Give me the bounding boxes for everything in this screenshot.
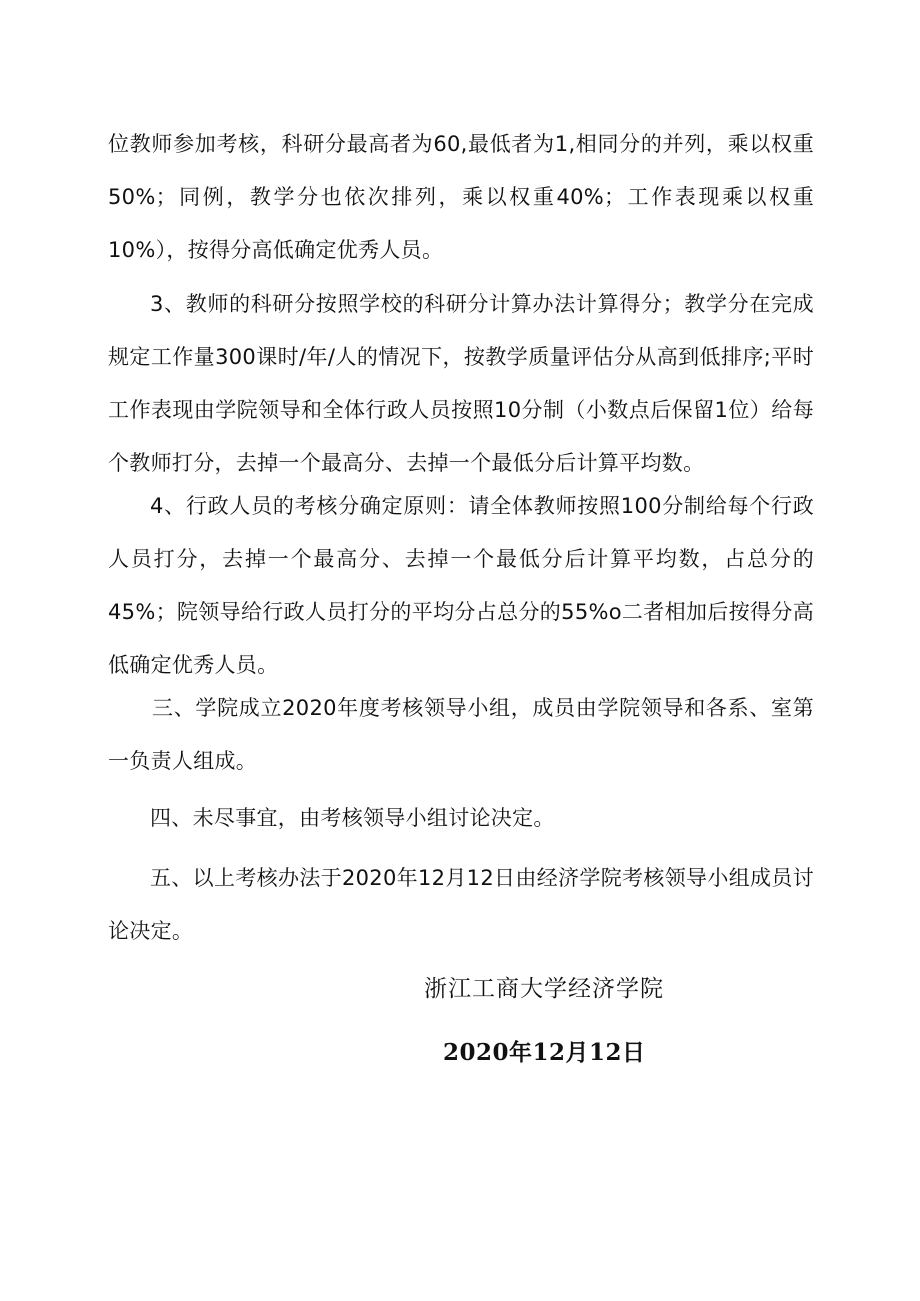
paragraph-leadership-group: 三、学院成立2020年度考核领导小组，成员由学院领导和各系、室第一负责人组成。: [108, 696, 814, 773]
paragraph-evaluation-weights: 位教师参加考核，科研分最高者为60,最低者为1,相同分的并列，乘以权重50%；同例，教学分也依次排列，乘以权重40%；工作表现乘以权重10%），按得分高低确定优秀人员。: [108, 132, 814, 262]
signature-organization: 浙江工商大学经济学院: [424, 976, 664, 1002]
paragraph-unresolved-matters: 四、未尽事宜，由考核领导小组讨论决定。: [150, 806, 555, 830]
signature-date: 2020年12月12日: [443, 1039, 646, 1066]
paragraph-decision-date: 五、以上考核办法于2020年12月12日由经济学院考核领导小组成员讨论决定。: [108, 866, 814, 943]
paragraph-admin-scoring: 4、行政人员的考核分确定原则：请全体教师按照100分制给每个行政人员打分，去掉一个最高分、去掉一个最低分后计算平均数，占总分的45%；院领导给行政人员打分的平均分占总分的55%o二者相加后按得分高低确定优秀人员。: [108, 494, 814, 677]
paragraph-teacher-scoring: 3、教师的科研分按照学校的科研分计算办法计算得分；教学分在完成规定工作量300课时/年/人的情况下，按教学质量评估分从高到低排序;平时工作表现由学院领导和全体行政人员按照10分制（小数点后保留1位）给每个教师打分，去掉一个最高分、去掉一个最低分后计算平均数。: [108, 292, 814, 475]
